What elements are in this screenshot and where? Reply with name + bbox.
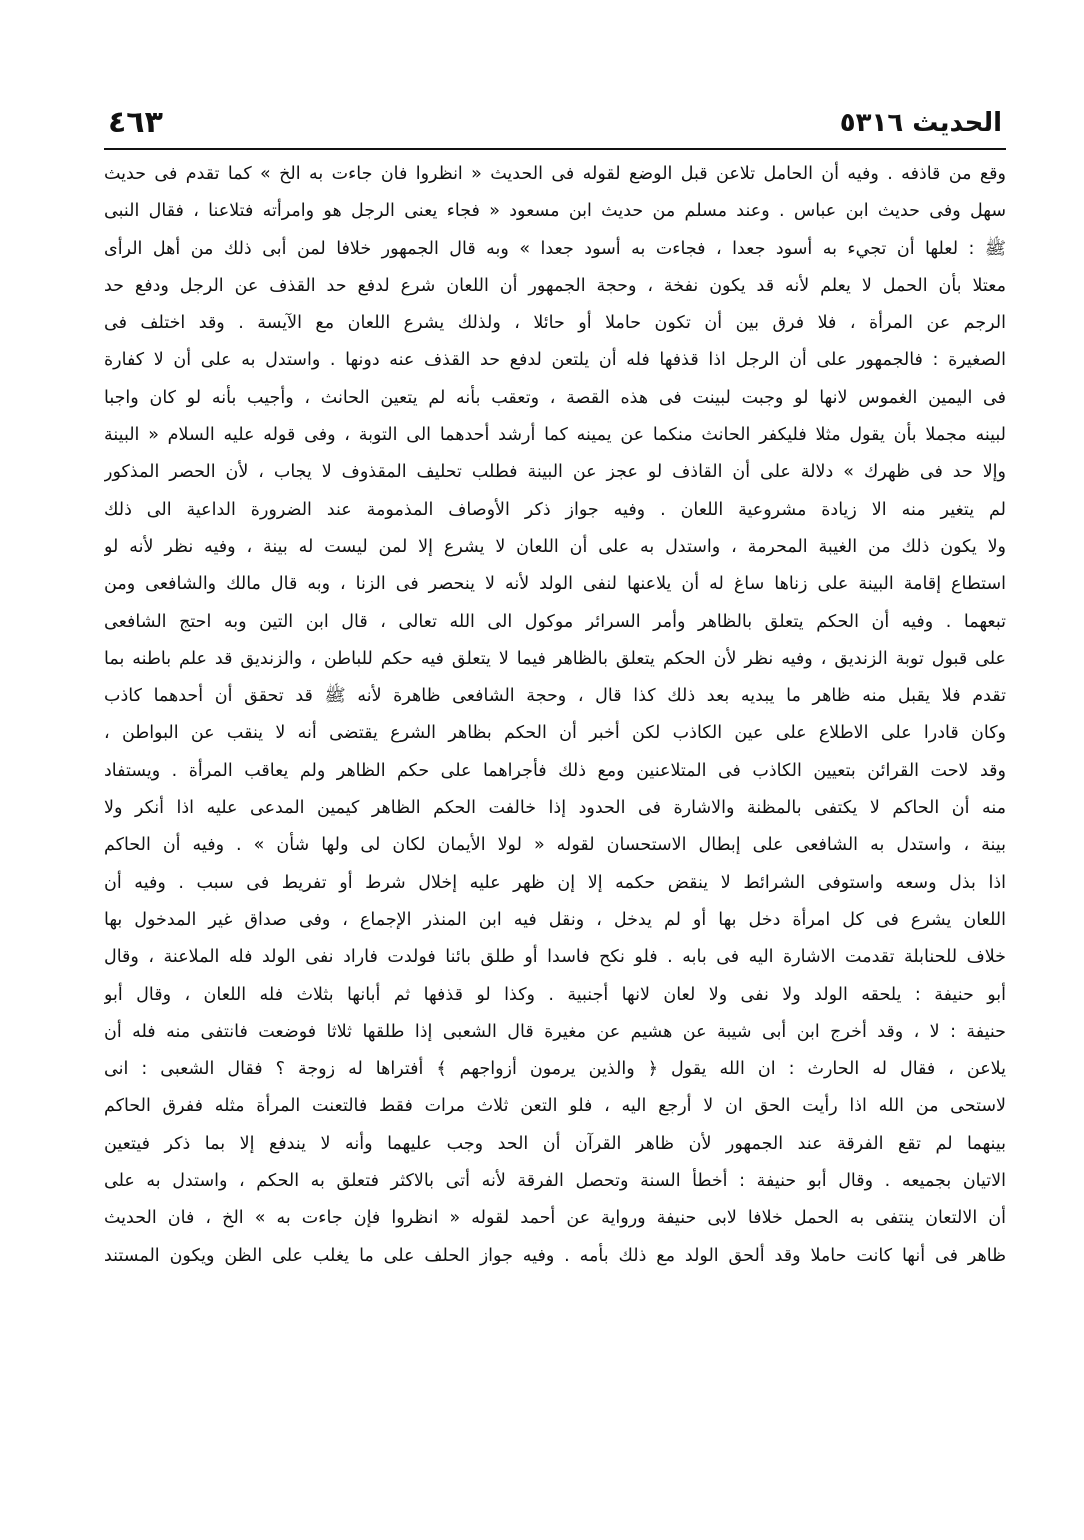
text-line: لاستحى من الله اذا رأيت الحق ان لا أرجع اليه ، فلو التعن ثلاث مرات فقط فالتعنت المرأة مثله ففرق الحاكم bbox=[104, 1096, 1006, 1117]
text-line: اذا بذل وسعه واستوفى الشرائط لا ينقض حكمه إلا إن ظهر عليه إخلال شرط أو تفريط فى سبب . وفيه أن bbox=[104, 872, 1006, 893]
text-line: ﷺ : لعلها أن تجيء به أسود جعدا ، فجاءت به أسود جعدا » وبه قال الجمهور خلافا لمن أبى ذلك من أهل الرأى bbox=[104, 238, 1006, 259]
text-line: وإلا حد فى ظهرك » دلالة على أن القاذف لو عجز عن البينة فطلب تحليف المقذوف لا يجاب ، لأن الحصر المذكور bbox=[104, 462, 1006, 483]
text-line: ولا يكون ذلك من الغيبة المحرمة ، واستدل به على أن اللعان لا يشرع إلا لمن ليست له بينة ، وفيه نظر لأنه لو bbox=[104, 536, 1006, 557]
text-line: وكان قادرا على الاطلاع على عين الكاذب لكن أخبر أن الحكم بظاهر الشرع يقتضى أنه لا ينقب عن البواطن ، bbox=[104, 723, 1006, 744]
text-line: وقد لاحت القرائن بتعيين الكاذب فى المتلاعنين ومع ذلك فأجراهما على حكم الظاهر ولم يعاقب المرأة . ويستفاد bbox=[104, 760, 1006, 781]
text-line: استطاع إقامة البينة على زناها ساغ له أن يلاعنها لنفى الولد لأنه لا ينحصر فى الزنا ، وبه قال مالك والشافعى ومن bbox=[104, 574, 1006, 595]
page-number: ٤٦٣ bbox=[108, 105, 163, 140]
text-line: خلاف للحنابلة تقدمت الاشارة اليه فى بابه . فلو نكح فاسدا أو طلق بائنا فولدت فاراد نفى الولد فله الملاعنة ، وقال bbox=[104, 947, 1006, 968]
running-title: الحديث ٥٣١٦ bbox=[839, 108, 1002, 138]
text-line: الاتيان بجميعه . وقال أبو حنيفة : أخطأ السنة وتحصل الفرقة لأنه أتى بالاكثر فتعلق به الحكم ، واستدل به على bbox=[104, 1171, 1006, 1192]
text-line: سهل وفى حديث ابن عباس . وعند مسلم من حديث ابن مسعود « فجاء يعنى الرجل هو وامرأته فتلاعنا ، فقال النبى bbox=[104, 201, 1006, 222]
text-line: تقدم فلا يقبل منه ظاهر ما يبديه بعد ذلك كذا قال ، وحجة الشافعى ظاهرة لأنه ﷺ قد تحقق أن أحدهما كاذب bbox=[104, 686, 1006, 707]
page-header bbox=[108, 100, 1002, 146]
text-line: على قبول توبة الزنديق ، وفيه نظر لأن الحكم يتعلق بالظاهر فيما لا يتعلق فيه حكم للباطن ، والزنديق قد علم باطنه بما bbox=[104, 648, 1006, 669]
text-line: فى اليمين الغموس لانها لو وجبت لبينت فى هذه القصة ، وتعقب بأنه لم يتعين الحانث ، وأجيب بأنه لو كان واجبا bbox=[104, 387, 1006, 408]
text-line: لبينه مجملا بأن يقول مثلا فليكفر الحانث منكما عن يمينه كما أرشد أحدهما الى التوبة ، وفى قوله عليه السلام « البينة bbox=[104, 425, 1006, 446]
text-line: منه أن الحاكم لا يكتفى بالمظنة والاشارة فى الحدود إذا خالفت الحكم الظاهر كيمين المدعى عليه اذا أنكر ولا bbox=[104, 798, 1006, 819]
text-line: أبو حنيفة : يلحقه الولد ولا نفى ولا لعان لانها أجنبية . وكذا لو قذفها ثم أبانها بثلاث فله اللعان ، وقال أبو bbox=[104, 984, 1006, 1005]
text-line: تبعهما . وفيه أن الحكم يتعلق بالظاهر وأمر السرائر موكول الى الله تعالى ، قال ابن التين وبه احتج الشافعى bbox=[104, 611, 1006, 632]
header-rule bbox=[104, 148, 1006, 150]
text-line: حنيفة : لا ، وقد أخرج ابن أبى شيبة عن هشيم عن مغيرة قال الشعبى إذا طلقها ثلاثا فوضعت فانتفى منه فله أن bbox=[104, 1021, 1006, 1042]
text-line: يلاعن ، فقال له الحارث : ان الله يقول ﴿ والذين يرمون أزواجهم ﴾ أفتراها له زوجة ؟ فقال الشعبى : انى bbox=[104, 1059, 1006, 1080]
text-line: ظاهر فى أنها كانت حاملا وقد ألحق الولد مع ذلك بأمه . وفيه جواز الحلف على ما يغلب على الظن ويكون المستند bbox=[104, 1245, 1006, 1266]
text-line: لم يتغير منه الا زيادة مشروعية اللعان . وفيه جواز ذكر الأوصاف المذمومة عند الضرورة الداعية الى ذلك bbox=[104, 499, 1006, 520]
text-line: أن الالتعان ينتفى به الحمل خلافا لابى حنيفة ورواية عن أحمد لقوله « انظروا فإن جاءت به » الخ ، فان الحديث bbox=[104, 1208, 1006, 1229]
text-line: معتلا بأن الحمل لا يعلم لأنه قد يكون نفخة ، وحجة الجمهور أن اللعان شرع لدفع حد القذف عن الرجل ودفع حد bbox=[104, 275, 1006, 296]
text-line: اللعان يشرع فى كل امرأة دخل بها أو لم يدخل ، ونقل فيه ابن المنذر الإجماع ، وفى صداق غير المدخول بها bbox=[104, 909, 1006, 930]
text-line: وقع من قاذفه . وفيه أن الحامل تلاعن قبل الوضع لقوله فى الحديث « انظروا فان جاءت به الخ » كما تقدم فى حديث bbox=[104, 164, 1006, 184]
text-line: الرجم عن المرأة ، فلا فرق بين أن تكون حاملا أو حائلا ، ولذلك يشرع اللعان مع الآيسة . وقد اختلف فى bbox=[104, 313, 1006, 334]
body-text bbox=[104, 156, 1006, 1275]
text-line: الصغيرة : فالجمهور على أن الرجل اذا قذفها فله أن يلتعن لدفع حد القذف عنه دونها . واستدل به على أن لا كفارة bbox=[104, 350, 1006, 371]
text-line: بينهما لم تقع الفرقة عند الجمهور لأن ظاهر القرآن أن الحد وجب عليهما وأنه لا يندفع إلا بما ذكر فيتعين bbox=[104, 1133, 1006, 1154]
text-line: بينة ، واستدل به الشافعى على إبطال الاستحسان لقوله « لولا الأيمان لكان لى ولها شأن » . وفيه أن الحاكم bbox=[104, 835, 1006, 856]
